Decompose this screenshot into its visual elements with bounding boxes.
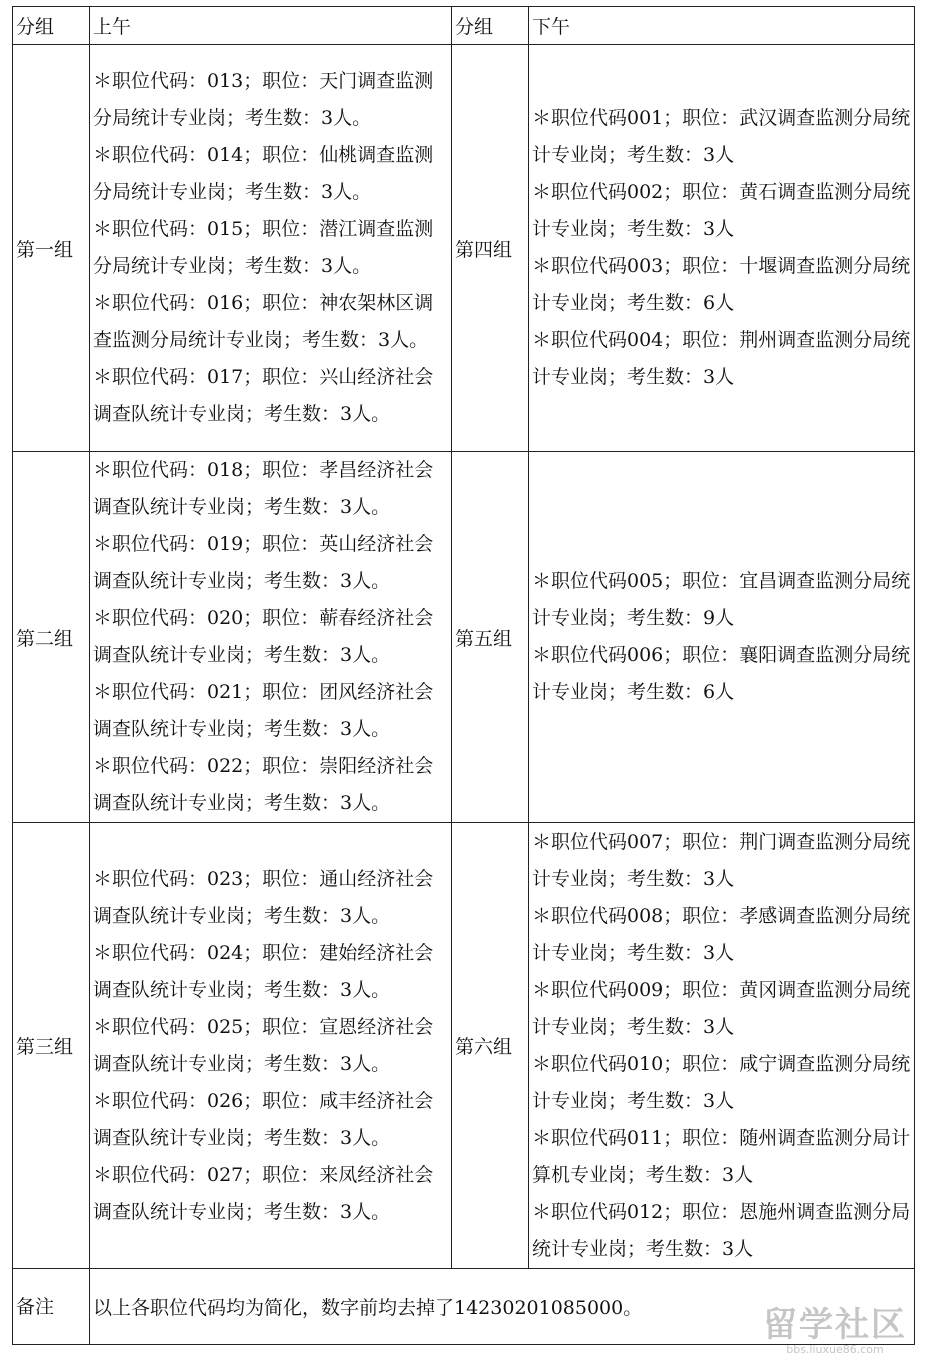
header-row bbox=[13, 7, 915, 45]
position-entry: ＊职位代码004；职位：荆州调查监测分局统计专业岗；考生数：3人 bbox=[532, 329, 911, 388]
morning-cell bbox=[90, 45, 452, 452]
position-entry: ＊职位代码：022；职位：崇阳经济社会调查队统计专业岗；考生数：3人。 bbox=[93, 755, 434, 814]
note-text: 以上各职位代码均为简化，数字前均去掉了14230201085000。 bbox=[90, 1269, 915, 1345]
afternoon-cell bbox=[529, 45, 915, 452]
position-entry: ＊职位代码：026；职位：咸丰经济社会调查队统计专业岗；考生数：3人。 bbox=[93, 1089, 434, 1149]
header-group-am: 分组 bbox=[13, 7, 90, 45]
position-entry: ＊职位代码003；职位：十堰调查监测分局统计专业岗；考生数：6人 bbox=[532, 255, 911, 314]
position-entry: ＊职位代码：023；职位：通山经济社会调查队统计专业岗；考生数：3人。 bbox=[93, 867, 434, 927]
position-entry: ＊职位代码：015；职位：潜江调查监测分局统计专业岗；考生数：3人。 bbox=[93, 218, 434, 277]
position-entry: ＊职位代码：020；职位：蕲春经济社会调查队统计专业岗；考生数：3人。 bbox=[93, 607, 434, 666]
position-entry: ＊职位代码007；职位：荆门调查监测分局统计专业岗；考生数：3人 bbox=[532, 830, 911, 890]
group-label-am: 第二组 bbox=[13, 452, 90, 823]
group-label-pm: 第五组 bbox=[452, 452, 529, 823]
position-entry: ＊职位代码012；职位：恩施州调查监测分局统计专业岗；考生数：3人 bbox=[532, 1200, 911, 1260]
position-entry: ＊职位代码001；职位：武汉调查监测分局统计专业岗；考生数：3人 bbox=[532, 107, 911, 166]
group-row-1 bbox=[13, 45, 915, 452]
group-label-pm: 第四组 bbox=[452, 45, 529, 452]
position-entry: ＊职位代码：027；职位：来凤经济社会调查队统计专业岗；考生数：3人。 bbox=[93, 1163, 434, 1223]
position-entry: ＊职位代码：021；职位：团风经济社会调查队统计专业岗；考生数：3人。 bbox=[93, 681, 434, 740]
position-entry: ＊职位代码：019；职位：英山经济社会调查队统计专业岗；考生数：3人。 bbox=[93, 533, 434, 592]
position-entry: ＊职位代码008；职位：孝感调查监测分局统计专业岗；考生数：3人 bbox=[532, 904, 911, 964]
afternoon-cell bbox=[529, 452, 915, 823]
morning-cell bbox=[90, 823, 452, 1269]
position-entry: ＊职位代码005；职位：宜昌调查监测分局统计专业岗；考生数：9人 bbox=[532, 570, 911, 629]
position-entry: ＊职位代码：016；职位：神农架林区调查监测分局统计专业岗；考生数：3人。 bbox=[93, 292, 434, 351]
group-row-3 bbox=[13, 823, 915, 1269]
exam-schedule-table bbox=[12, 6, 915, 1345]
position-entry: ＊职位代码：017；职位：兴山经济社会调查队统计专业岗；考生数：3人。 bbox=[93, 366, 434, 425]
position-entry: ＊职位代码009；职位：黄冈调查监测分局统计专业岗；考生数：3人 bbox=[532, 978, 911, 1038]
note-label: 备注 bbox=[13, 1269, 90, 1345]
position-entry: ＊职位代码：014；职位：仙桃调查监测分局统计专业岗；考生数：3人。 bbox=[93, 144, 434, 203]
watermark-logo-text: 留学社区 bbox=[763, 1305, 907, 1345]
group-row-2 bbox=[13, 452, 915, 823]
position-entry: ＊职位代码011；职位：随州调查监测分局计算机专业岗；考生数：3人 bbox=[532, 1126, 911, 1186]
position-entry: ＊职位代码010；职位：咸宁调查监测分局统计专业岗；考生数：3人 bbox=[532, 1052, 911, 1112]
header-afternoon: 下午 bbox=[529, 7, 915, 45]
position-entry: ＊职位代码：013；职位：天门调查监测分局统计专业岗；考生数：3人。 bbox=[93, 70, 434, 129]
morning-cell bbox=[90, 452, 452, 823]
position-entry: ＊职位代码006；职位：襄阳调查监测分局统计专业岗；考生数：6人 bbox=[532, 644, 911, 703]
group-label-am: 第一组 bbox=[13, 45, 90, 452]
watermark-url: bbs.liuxue86.com bbox=[786, 1343, 884, 1356]
afternoon-cell bbox=[529, 823, 915, 1269]
header-morning: 上午 bbox=[90, 7, 452, 45]
group-label-am: 第三组 bbox=[13, 823, 90, 1269]
watermark-logo bbox=[763, 1307, 907, 1356]
position-entry: ＊职位代码：018；职位：孝昌经济社会调查队统计专业岗；考生数：3人。 bbox=[93, 459, 434, 518]
group-label-pm: 第六组 bbox=[452, 823, 529, 1269]
position-entry: ＊职位代码：024；职位：建始经济社会调查队统计专业岗；考生数：3人。 bbox=[93, 941, 434, 1001]
position-entry: ＊职位代码：025；职位：宣恩经济社会调查队统计专业岗；考生数：3人。 bbox=[93, 1015, 434, 1075]
header-group-pm: 分组 bbox=[452, 7, 529, 45]
position-entry: ＊职位代码002；职位：黄石调查监测分局统计专业岗；考生数：3人 bbox=[532, 181, 911, 240]
